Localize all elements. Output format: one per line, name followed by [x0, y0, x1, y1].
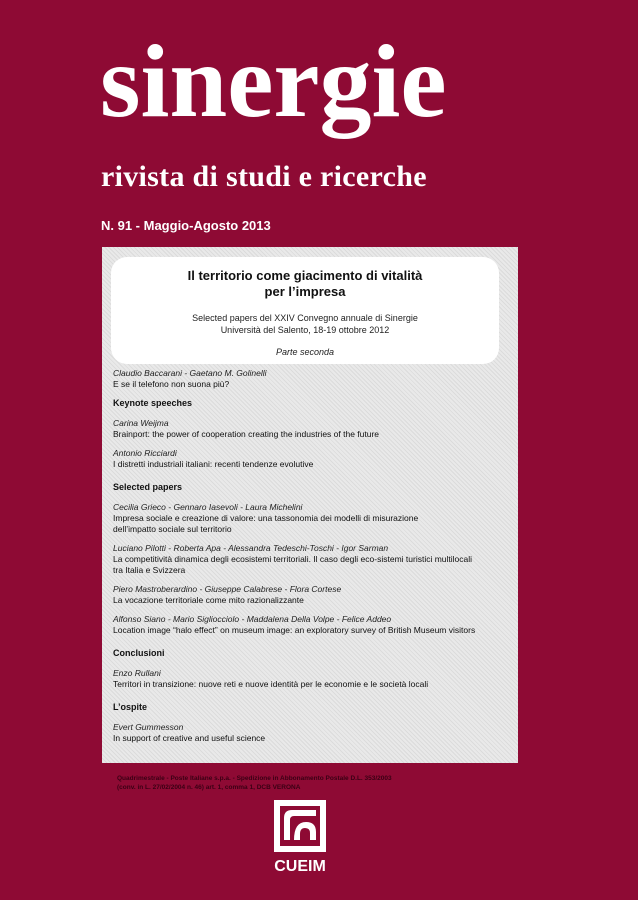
issue-theme-title	[111, 268, 499, 300]
entry-title-line-1: Impresa sociale e creazione di valore: una tassonomia dei modelli di misurazione	[113, 513, 419, 523]
publisher-name: CUEIM	[274, 858, 326, 875]
toc-entry	[113, 543, 513, 576]
section-heading-guest: L’ospite	[113, 702, 148, 712]
toc-entry	[113, 368, 513, 390]
section-heading-selected: Selected papers	[113, 482, 183, 492]
contents-panel	[102, 247, 518, 763]
entry-title: La vocazione territoriale come mito razionalizzante	[113, 595, 304, 605]
entry-title: In support of creative and useful science	[113, 733, 266, 743]
toc-entry	[113, 502, 513, 535]
entry-authors: Evert Gummesson	[113, 722, 184, 732]
part-label: Parte seconda	[275, 347, 335, 357]
masthead-title: sinergie	[100, 24, 447, 139]
entry-title: Location image “halo effect” on museum image: an exploratory survey of British Museum visitors	[113, 625, 476, 635]
entry-authors: Cecilia Grieco - Gennaro Iasevoli - Laura Michelini	[113, 502, 303, 512]
cueim-logo-icon	[274, 800, 326, 852]
entry-title: Territori in transizione: nuove reti e nuove identità per le economie e le società locali	[113, 679, 429, 689]
entry-authors: Luciano Pilotti - Roberta Apa - Alessandra Tedeschi-Toschi - Igor Sarman	[113, 543, 389, 553]
entry-authors: Claudio Baccarani - Gaetano M. Golinelli	[113, 368, 267, 378]
toc-entry	[113, 448, 513, 470]
entry-title-line-1: La competitività dinamica degli ecosistemi territoriali. Il caso degli eco-sistemi turistici multilocali	[113, 554, 473, 564]
section-heading-conclusions: Conclusioni	[113, 648, 165, 658]
imprint-line-2: (conv. in L. 27/02/2004 n. 46) art. 1, comma 1, DCB VERONA	[117, 784, 301, 791]
title-box	[111, 257, 499, 364]
table-of-contents	[113, 368, 513, 752]
masthead-subtitle: rivista di studi e ricerche	[101, 160, 427, 193]
entry-title: Brainport: the power of cooperation creating the industries of the future	[113, 429, 380, 439]
entry-title: E se il telefono non suona più?	[113, 379, 230, 389]
postal-imprint	[117, 774, 537, 792]
entry-authors: Alfonso Siano - Mario Sigliocciolo - Maddalena Della Volpe - Felice Addeo	[113, 614, 392, 624]
toc-entry	[113, 668, 513, 690]
toc-entry	[113, 418, 513, 440]
entry-authors: Enzo Rullani	[113, 668, 161, 678]
theme-title-line-2: per l’impresa	[264, 284, 346, 299]
conference-line-1: Selected papers del XXIV Convegno annuale di Sinergie	[192, 313, 418, 323]
entry-authors: Piero Mastroberardino - Giuseppe Calabrese - Flora Cortese	[113, 584, 342, 594]
theme-title-line-1: Il territorio come giacimento di vitalità	[187, 268, 423, 283]
entry-authors: Antonio Ricciardi	[113, 448, 177, 458]
entry-title-line-2: tra Italia e Svizzera	[113, 565, 186, 575]
toc-entry	[113, 584, 513, 606]
entry-title: I distretti industriali italiani: recenti tendenze evolutive	[113, 459, 314, 469]
conference-note	[111, 312, 499, 336]
toc-entry	[113, 722, 513, 744]
toc-entry	[113, 614, 513, 636]
issue-label: N. 91 - Maggio-Agosto 2013	[101, 218, 271, 233]
entry-title-line-2: dell’impatto sociale sul territorio	[113, 524, 232, 534]
section-heading-keynote: Keynote speeches	[113, 398, 193, 408]
conference-line-2: Università del Salento, 18-19 ottobre 2012	[220, 325, 390, 335]
entry-authors: Carina Weijma	[113, 418, 169, 428]
imprint-line-1: Quadrimestrale - Poste Italiane s.p.a. - Spedizione in Abbonamento Postale D.L. 353/2003	[117, 775, 392, 782]
